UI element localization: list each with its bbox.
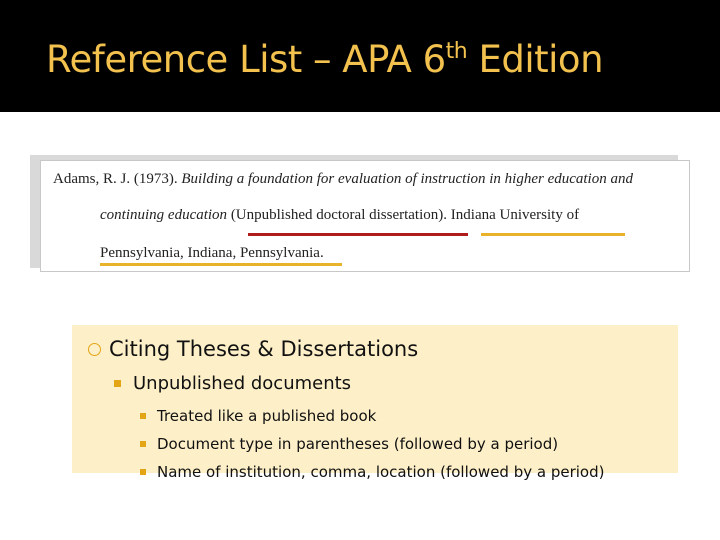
bullet-level-3-text: Name of institution, comma, location (followed by a period) bbox=[157, 463, 605, 481]
reference-example bbox=[40, 160, 690, 272]
reference-document-type: (Unpublished doctoral dissertation). bbox=[227, 207, 451, 223]
bullet-level-2 bbox=[114, 373, 351, 394]
bullet-level-2-text: Unpublished documents bbox=[133, 373, 352, 394]
title-superscript: th bbox=[445, 39, 468, 64]
bullet-level-3-item bbox=[140, 463, 604, 481]
reference-title-part1: Building a foundation for evaluation of instruction in higher education and bbox=[181, 171, 633, 187]
square-bullet-icon bbox=[140, 469, 146, 475]
reference-institution: Indiana University of bbox=[450, 207, 580, 223]
circle-bullet-icon bbox=[88, 343, 101, 356]
location-underline bbox=[100, 263, 342, 266]
bullet-level-3-item bbox=[140, 407, 376, 425]
bullet-level-1 bbox=[88, 337, 418, 361]
institution-underline bbox=[481, 233, 625, 236]
square-bullet-icon bbox=[140, 441, 146, 447]
bullet-level-3-text: Document type in parentheses (followed by a period) bbox=[157, 435, 559, 453]
title-main: Reference List – APA 6 bbox=[46, 38, 446, 81]
reference-line-1 bbox=[53, 171, 633, 188]
document-type-underline bbox=[248, 233, 468, 236]
reference-location: Pennsylvania, Indiana, Pennsylvania. bbox=[100, 245, 324, 261]
title-rest: Edition bbox=[467, 38, 604, 81]
reference-title-part2: continuing education bbox=[100, 207, 228, 223]
bullet-level-1-text: Citing Theses & Dissertations bbox=[109, 337, 419, 361]
slide-title bbox=[46, 38, 603, 81]
title-bar bbox=[0, 0, 720, 112]
bullet-level-3-item bbox=[140, 435, 558, 453]
bullet-panel bbox=[72, 325, 678, 481]
square-bullet-icon bbox=[140, 413, 146, 419]
reference-line-2 bbox=[100, 207, 579, 224]
reference-line-3 bbox=[100, 245, 324, 262]
reference-author: Adams, R. J. (1973). bbox=[53, 171, 182, 187]
bullet-level-3-text: Treated like a published book bbox=[157, 407, 377, 425]
square-bullet-icon bbox=[114, 380, 121, 387]
